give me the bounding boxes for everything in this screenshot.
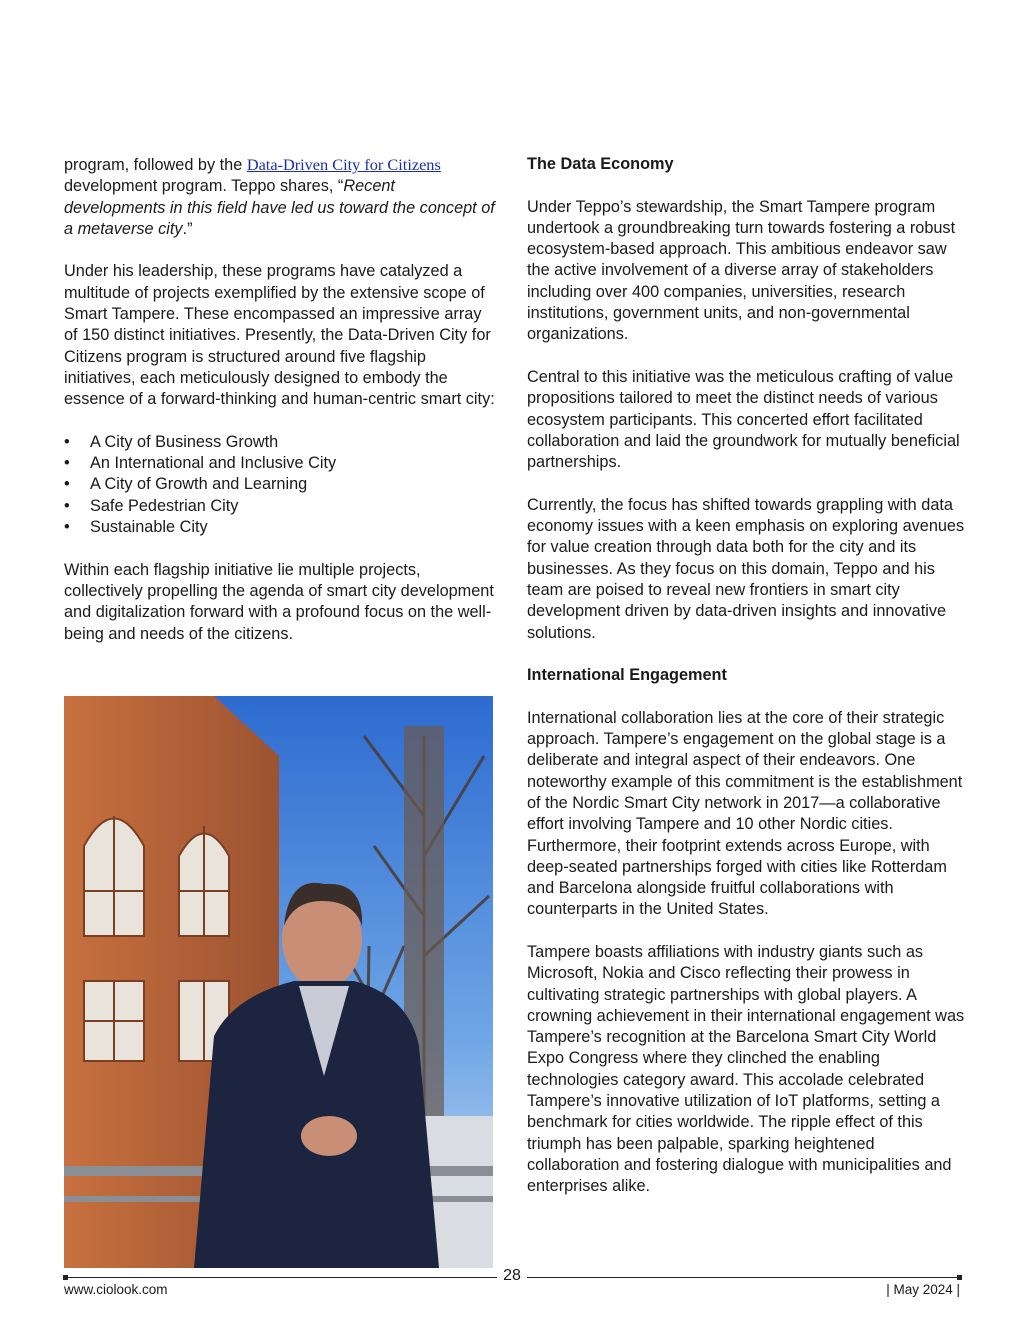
list-item	[64, 496, 496, 517]
paragraph-international-collaboration: International collaboration lies at the core of their strategic approach. Tampere’s engagement on the global stage is a deliberate and integral aspect of their endeavors. One noteworthy example of this commitment is the establishment of the Nordic Smart City network in 2017—a collaborative effort involving Tampere and 10 other Nordic cities. Furthermore, their footprint extends across Europe, with deep-seated partnerships forged with cities like Rotterdam and Barcelona alongside fruitful collaborations with counterparts in the United States.	[527, 708, 963, 919]
data-driven-city-link[interactable]: Data-Driven City for Citizens	[246, 155, 441, 174]
bullet-icon: •	[64, 496, 70, 515]
footer-rule-left	[66, 1277, 497, 1278]
paragraph-value-propositions: Central to this initiative was the meticulous crafting of value propositions tailored to meet the distinct needs of various ecosystem participants. This concerted effort facilitated collaboration and laid the groundwork for mutually beneficial partnerships.	[527, 367, 960, 472]
page-number: 28	[503, 1267, 521, 1284]
paragraph-affiliations: Tampere boasts affiliations with industry giants such as Microsoft, Nokia and Cisco reflecting their prowess in cultivating strategic partnerships with global players. A crowning achievement in their international engagement was Tampere’s recognition at the Barcelona Smart City World Expo Congress where they clinched the enabling technologies category award. This accolade celebrated Tampere’s innovative utilization of IoT platforms, setting a benchmark for cities worldwide. The ripple effect of this triumph has been palpable, sparking heightened collaboration and fostering dialogue with municipalities and enterprises alike.	[527, 942, 965, 1196]
list-item-label: Safe Pedestrian City	[90, 496, 239, 515]
footer-right-marker	[957, 1275, 962, 1280]
list-item	[64, 432, 496, 453]
intro-text-start: program, followed by the	[64, 156, 247, 174]
flagship-initiatives-list	[64, 432, 496, 538]
heading-international-engagement: International Engagement	[527, 666, 727, 685]
heading-data-economy: The Data Economy	[527, 155, 674, 173]
teppo-quote: Recent developments in this field have led us toward the concept of a metaverse city	[64, 177, 495, 238]
intro-text-middle: development program. Teppo shares, “	[64, 177, 344, 196]
paragraph-stewardship: Under Teppo’s stewardship, the Smart Tampere program undertook a groundbreaking turn towards fostering a robust ecosystem-based approach. This ambitious endeavor saw the active involvement of a diverse array of stakeholders including over 400 companies, universities, research institutions, government units, and non-governmental organizations.	[527, 197, 956, 344]
paragraph-leadership: Under his leadership, these programs have catalyzed a multitude of projects exemplified by the extensive scope of Smart Tampere. These encompassed an impressive array of 150 distinct initiatives. Presently, the Data-Driven City for Citizens program is structured around five flagship initiatives, each meticulously designed to embody the essence of a forward-thinking and human-centric smart city:	[64, 262, 495, 409]
right-column	[527, 154, 967, 1219]
list-item	[64, 474, 496, 495]
footer-date: | May 2024 |	[886, 1282, 960, 1297]
bullet-icon: •	[64, 518, 70, 537]
paragraph-projects: Within each flagship initiative lie multiple projects, collectively propelling the agenda of smart city development and digitalization forward with a profound focus on the well-being and needs of the citizens.	[64, 560, 494, 643]
bullet-icon: •	[64, 432, 70, 451]
list-item-label: A City of Growth and Learning	[90, 475, 308, 494]
left-column	[64, 154, 496, 666]
portrait-photo	[64, 696, 493, 1268]
paragraph-data-economy-focus: Currently, the focus has shifted towards grappling with data economy issues with a keen emphasis on exploring avenues for value creation through data both for the city and its businesses. As they focus on this domain, Teppo and his team are poised to reveal new frontiers in smart city development driven by data-driven insights and innovative solutions.	[527, 495, 965, 642]
intro-text-end: .”	[182, 219, 193, 238]
list-item-label: Sustainable City	[90, 518, 208, 537]
list-item-label: A City of Business Growth	[90, 432, 279, 451]
paragraph-intro	[64, 154, 496, 240]
bullet-icon: •	[64, 475, 70, 494]
list-item	[64, 453, 496, 474]
footer-website: www.ciolook.com	[64, 1282, 168, 1297]
list-item	[64, 517, 496, 538]
footer-rule-right	[527, 1277, 959, 1278]
list-item-label: An International and Inclusive City	[90, 454, 337, 473]
bullet-icon: •	[64, 454, 70, 473]
